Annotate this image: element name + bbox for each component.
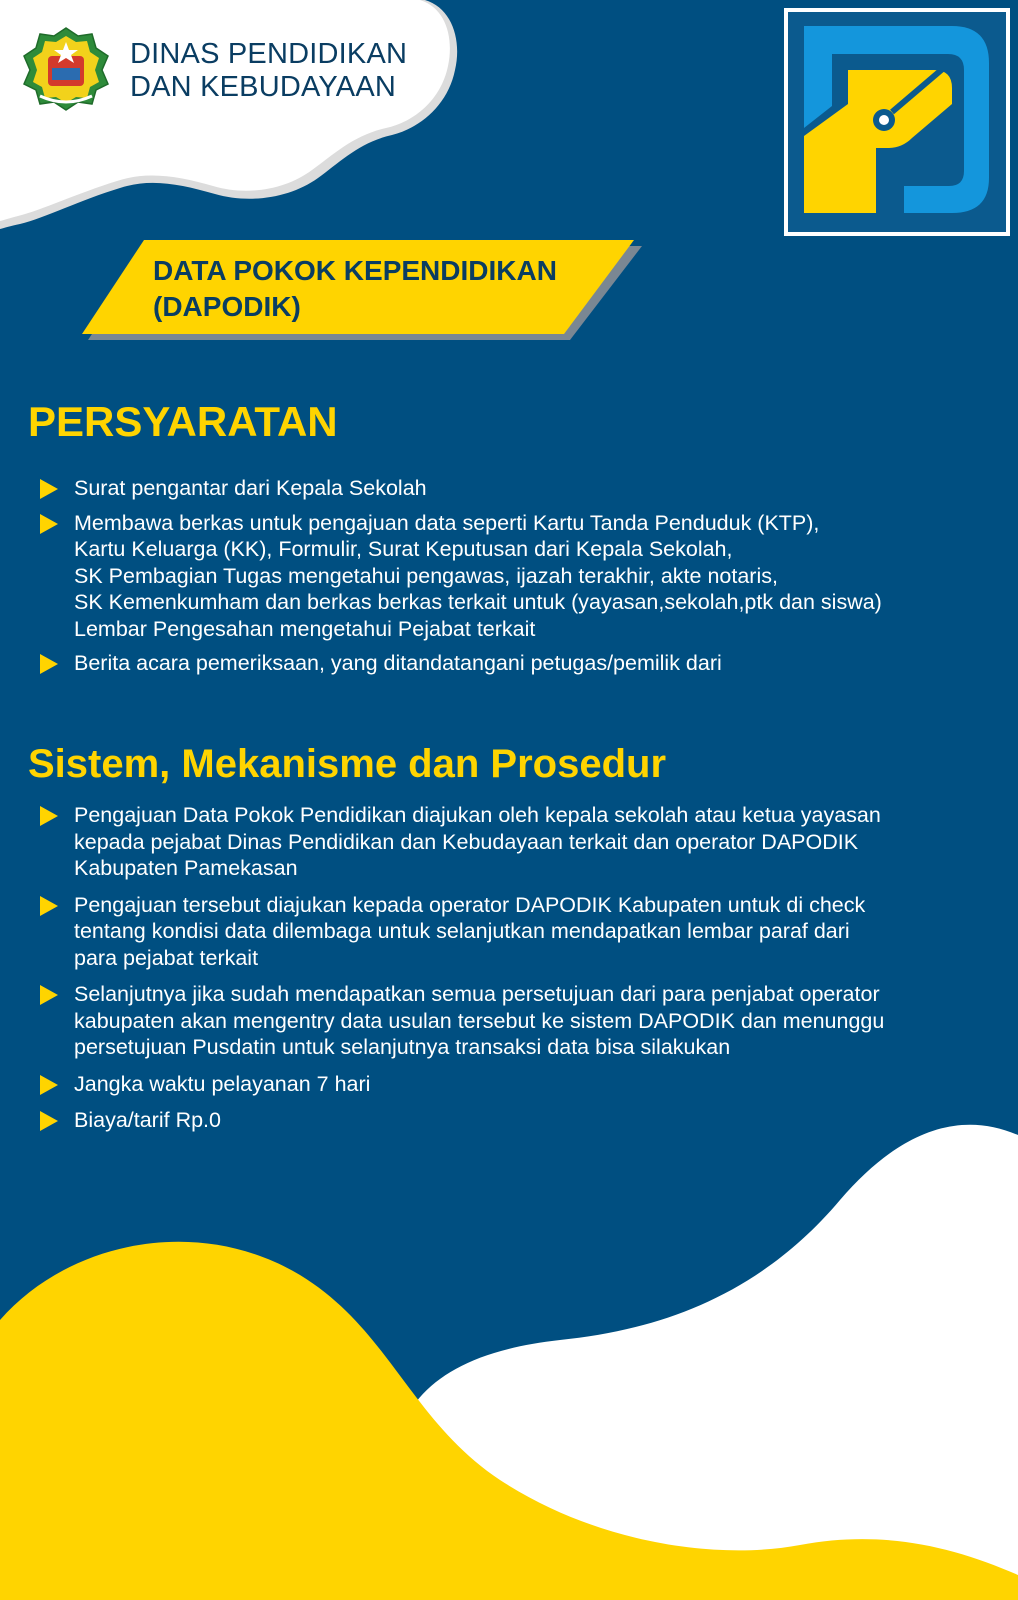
triangle-bullet-icon [40, 514, 58, 534]
list-item [38, 510, 988, 643]
list-item-line: Pengajuan Data Pokok Pendidikan diajukan oleh kepala sekolah atau ketua yayasan [74, 803, 881, 827]
list-item [38, 802, 988, 882]
triangle-bullet-icon [40, 985, 58, 1005]
list-item [38, 650, 988, 677]
triangle-bullet-icon [40, 1075, 58, 1095]
list-item [38, 1107, 988, 1134]
list-item-line: Pengajuan tersebut diajukan kepada operator DAPODIK Kabupaten untuk di check [74, 892, 866, 917]
list-item-line: SK Kemenkumham dan berkas berkas terkait untuk (yayasan,sekolah,ptk dan siswa) [74, 590, 882, 614]
banner-title [153, 253, 557, 325]
sistem-list [38, 802, 988, 1144]
list-item-line: Kartu Keluarga (KK), Formulir, Surat Keputusan dari Kepala Sekolah, [74, 537, 733, 561]
sistem-heading: Sistem, Mekanisme dan Prosedur [28, 742, 667, 786]
list-item [38, 892, 988, 972]
list-item-line: Jangka waktu pelayanan 7 hari [74, 1071, 371, 1096]
triangle-bullet-icon [40, 896, 58, 916]
list-item-line: kepada pejabat Dinas Pendidikan dan Kebudayaan terkait dan operator DAPODIK [74, 829, 859, 854]
list-item [38, 475, 988, 502]
list-item-line: SK Pembagian Tugas mengetahui pengawas, ijazah terakhir, akte notaris, [74, 563, 778, 588]
department-line-2: DAN KEBUDAYAAN [130, 71, 397, 103]
list-item-line: Membawa berkas untuk pengajuan data seperti Kartu Tanda Penduduk (KTP), [74, 510, 820, 535]
triangle-bullet-icon [40, 806, 58, 826]
list-item-line: Selanjutnya jika sudah mendapatkan semua persetujuan dari para penjabat operator [74, 982, 880, 1006]
list-item-line: Kabupaten Pamekasan [74, 856, 298, 880]
list-item-line: kabupaten akan mengentry data usulan tersebut ke sistem DAPODIK dan menunggu [74, 1008, 885, 1033]
list-item [38, 1071, 988, 1098]
list-item-line: para pejabat terkait [74, 945, 259, 970]
dapodik-logo-icon [784, 8, 1010, 236]
list-item-line: Lembar Pengesahan mengetahui Pejabat terkait [74, 616, 536, 641]
persyaratan-list [38, 475, 988, 685]
triangle-bullet-icon [40, 654, 58, 674]
list-item-line: persetujuan Pusdatin untuk selanjutnya transaksi data bisa silakukan [74, 1035, 731, 1059]
department-line-1: DINAS PENDIDIKAN [130, 38, 408, 70]
persyaratan-heading: PERSYARATAN [28, 398, 338, 445]
list-item-line: Surat pengantar dari Kepala Sekolah [74, 476, 427, 500]
banner-title-line-1: DATA POKOK KEPENDIDIKAN [153, 255, 557, 286]
list-item [38, 981, 988, 1061]
department-name [130, 38, 407, 104]
list-item-line: Biaya/tarif Rp.0 [74, 1108, 221, 1132]
regency-emblem-icon [20, 26, 112, 112]
banner-title-line-2: (DAPODIK) [153, 291, 301, 322]
triangle-bullet-icon [40, 479, 58, 499]
list-item-line: tentang kondisi data dilembaga untuk selanjutkan mendapatkan lembar paraf dari [74, 919, 850, 943]
list-item-line: Berita acara pemeriksaan, yang ditandatangani petugas/pemilik dari [74, 651, 722, 675]
triangle-bullet-icon [40, 1111, 58, 1131]
